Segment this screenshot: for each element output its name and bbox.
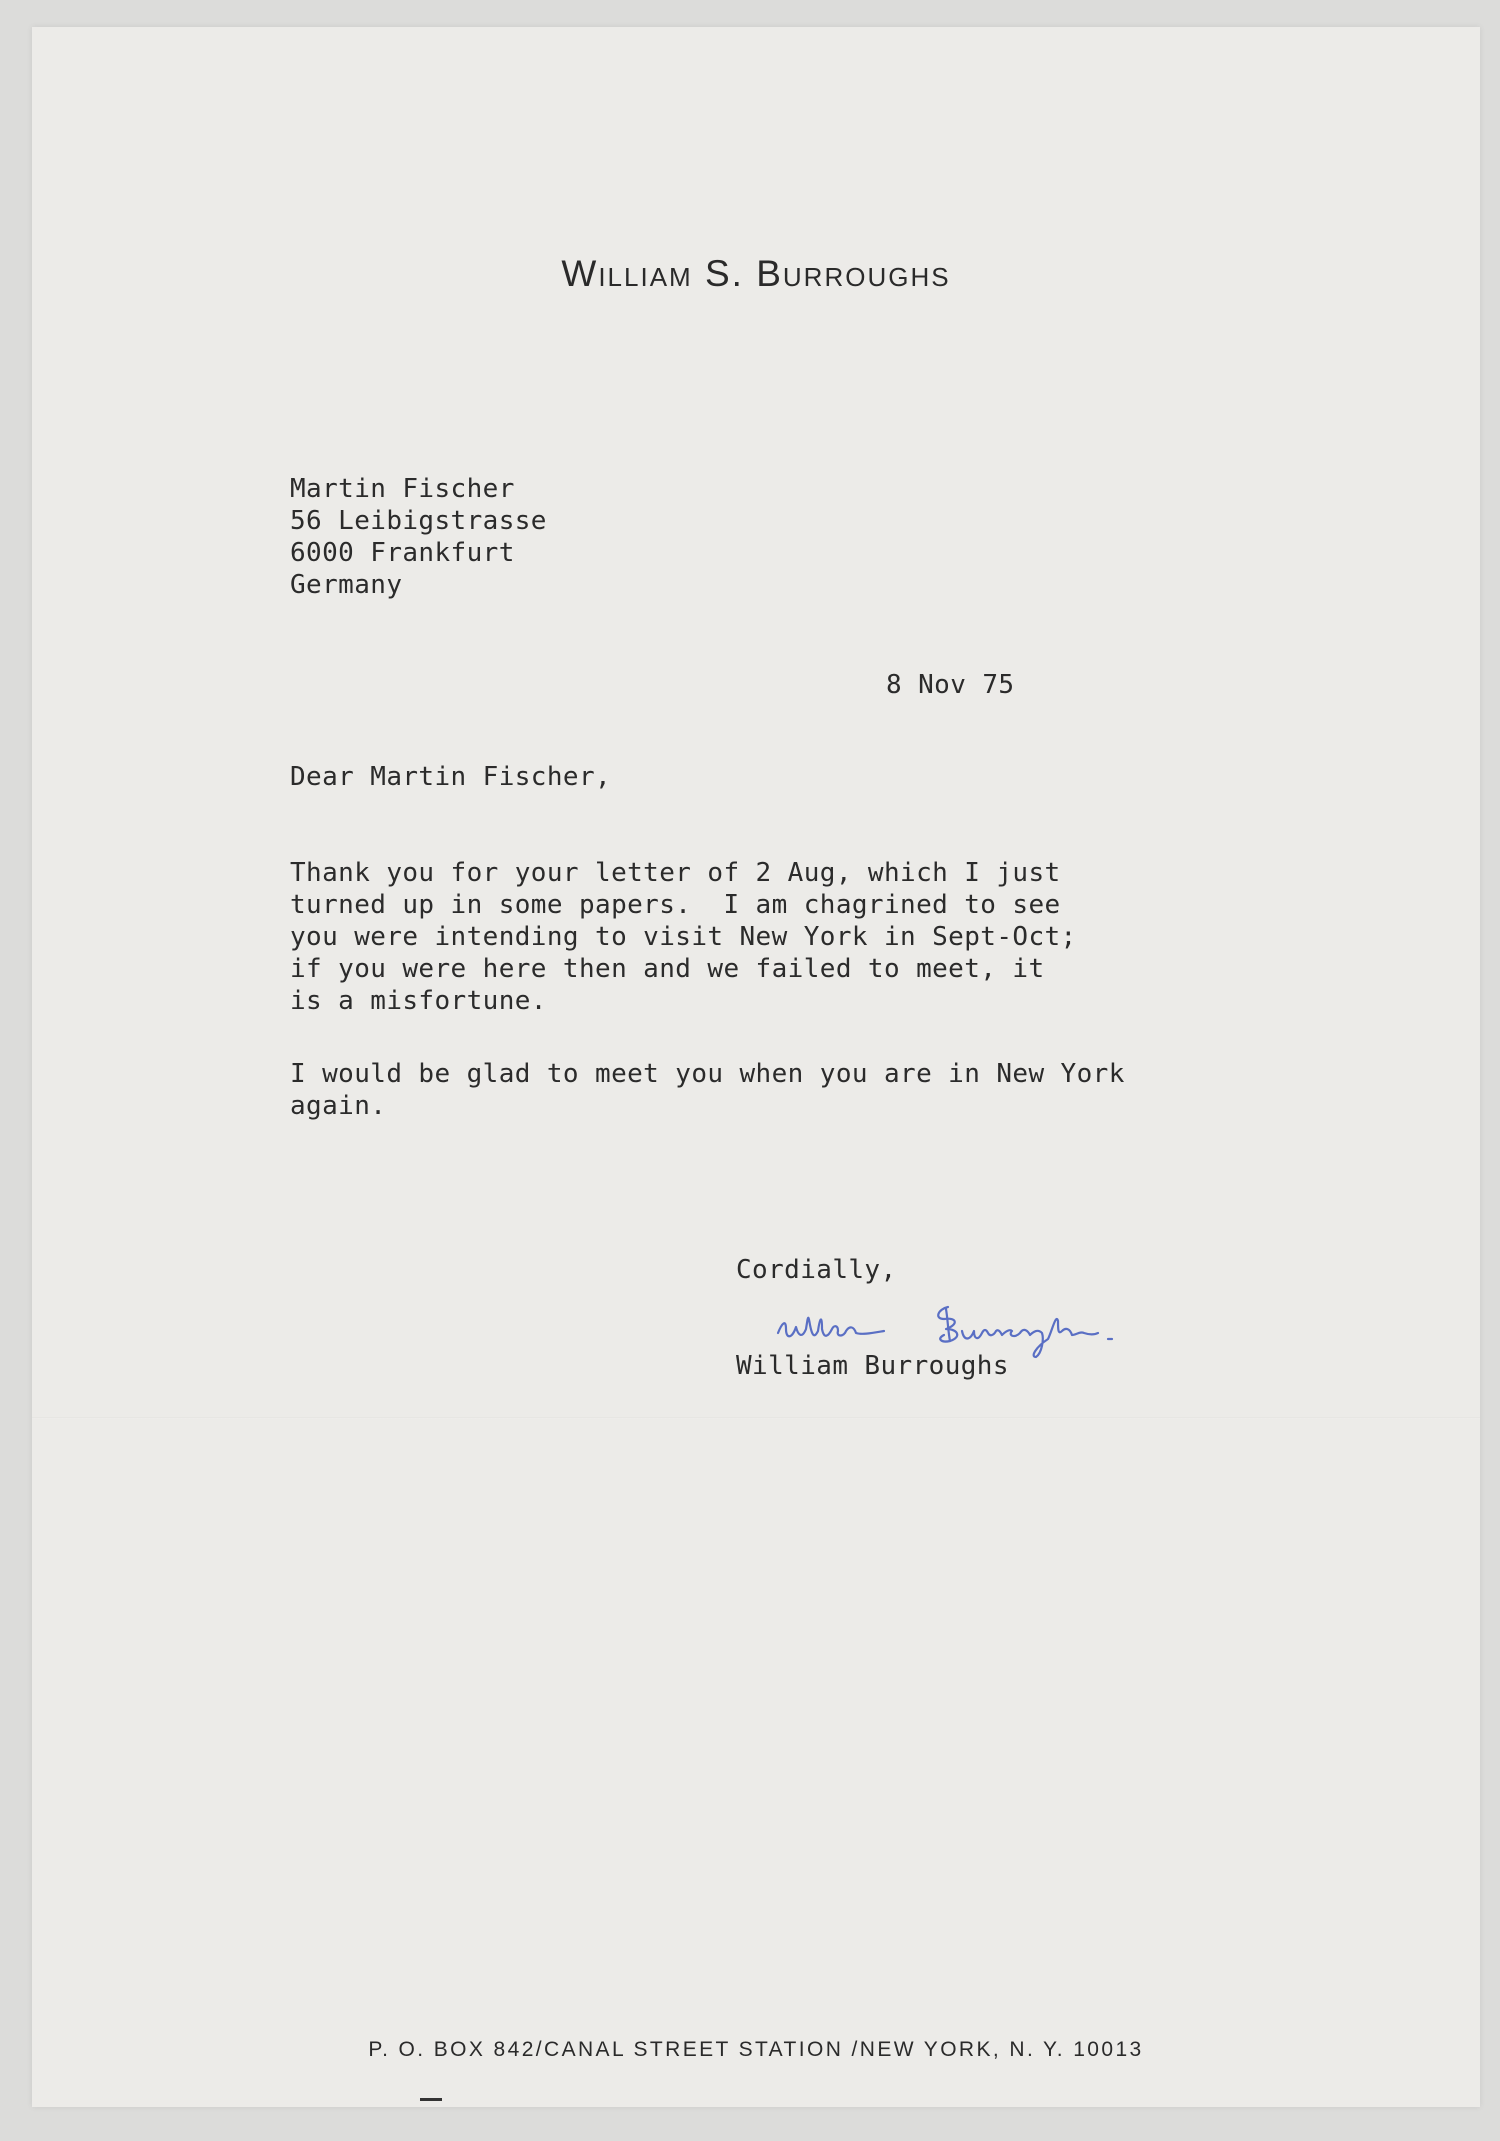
- body-line: turned up in some papers. I am chagrined to see: [290, 890, 1061, 920]
- signer-name: William Burroughs: [736, 1351, 1009, 1381]
- body-line: I would be glad to meet you when you are in New York: [290, 1059, 1125, 1089]
- letterhead: William S. Burroughs: [561, 253, 951, 294]
- salutation: Dear Martin Fischer,: [290, 762, 612, 792]
- recipient-address: [290, 473, 547, 601]
- address-line: Germany: [290, 570, 403, 600]
- letterhead-footer-address: P. O. BOX 842/CANAL STREET STATION /NEW YORK, N. Y. 10013: [368, 2038, 1144, 2061]
- signature-stroke: [946, 1309, 950, 1341]
- body-line: if you were here then and we failed to meet, it: [290, 954, 1045, 984]
- signature-stroke: [778, 1318, 884, 1337]
- body-paragraph-2: [290, 1058, 1125, 1122]
- body-line: Thank you for your letter of 2 Aug, which I just: [290, 858, 1061, 888]
- address-line: 6000 Frankfurt: [290, 538, 515, 568]
- body-line: you were intending to visit New York in Sept-Oct;: [290, 922, 1077, 952]
- address-line: 56 Leibigstrasse: [290, 506, 547, 536]
- address-line: Martin Fischer: [290, 474, 515, 504]
- letter-date: 8 Nov 75: [886, 670, 1015, 700]
- paper-fold-line: [32, 1417, 1480, 1419]
- body-line: is a misfortune.: [290, 986, 547, 1016]
- paper-mark: [420, 2098, 442, 2101]
- letter-sheet: [32, 27, 1480, 2107]
- body-line: again.: [290, 1091, 387, 1121]
- closing: Cordially,: [736, 1255, 897, 1285]
- body-paragraph-1: [290, 857, 1077, 1017]
